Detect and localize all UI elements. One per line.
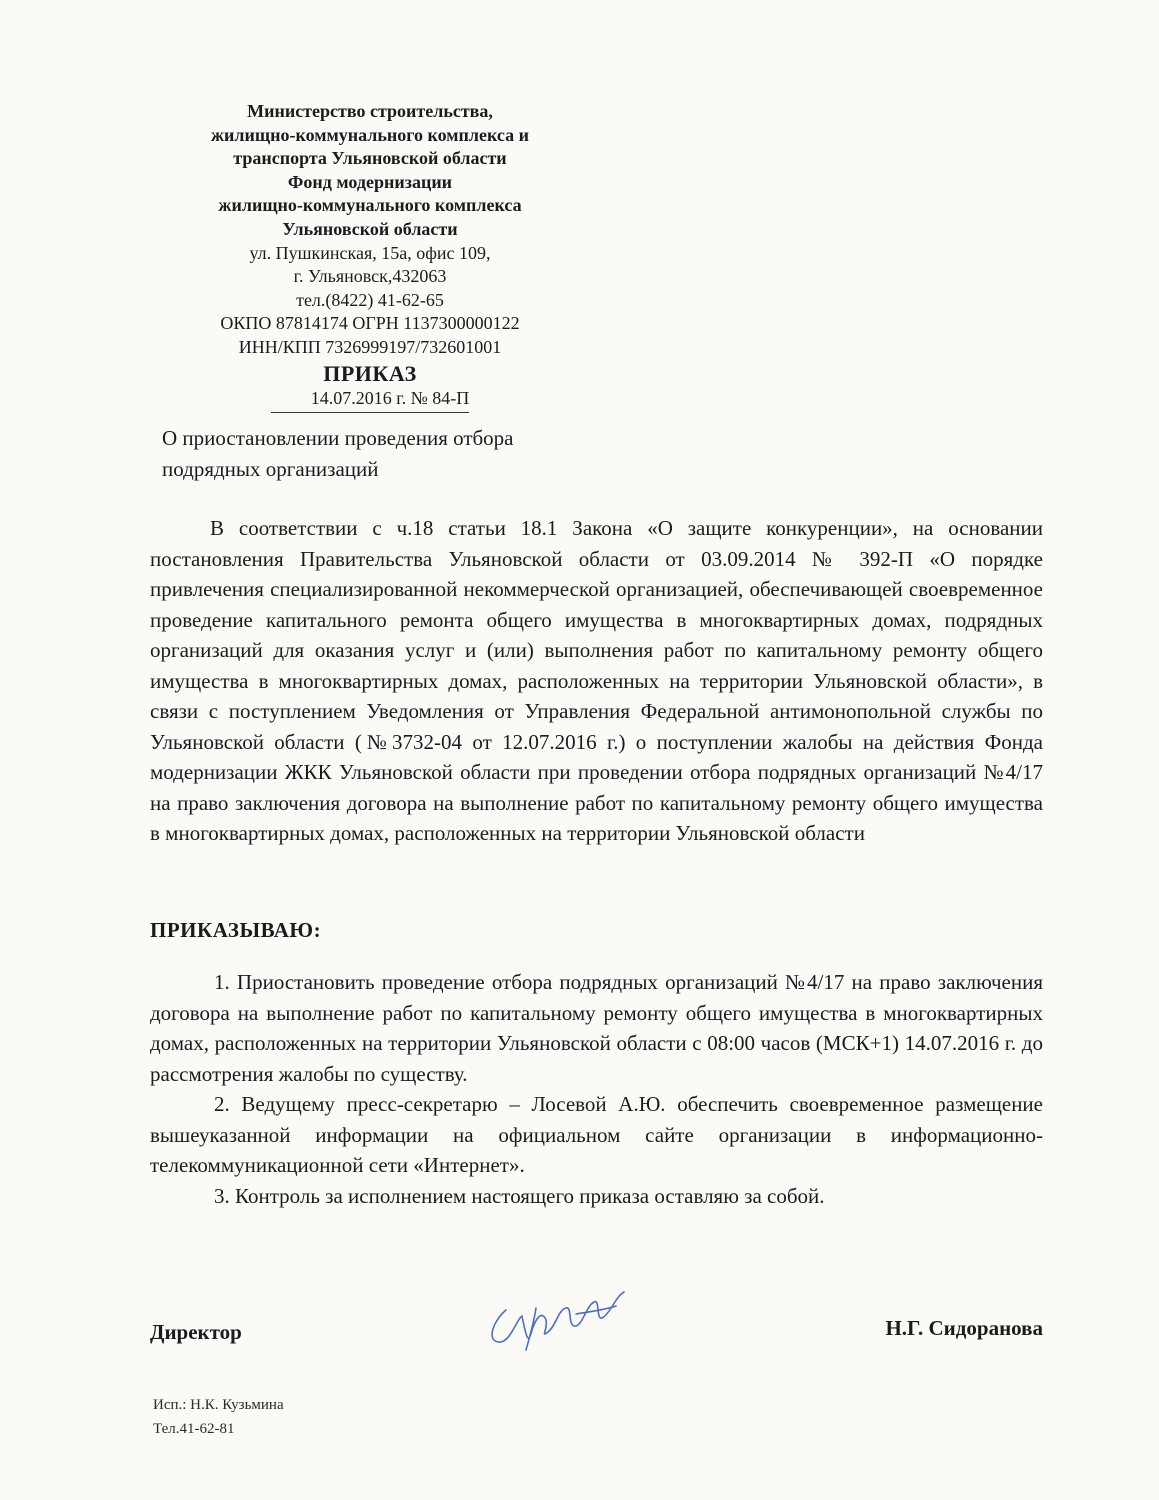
org-line: Фонд модернизации <box>287 171 453 192</box>
order-item: 1. Приостановить проведение отбора подрядных организаций №4/17 на право заключения договора на выполнение работ по капитальному ремонту общего имущества в многоквартирных домах, расположенных на территории Ульяновской области с 08:00 часов (МСК+1) 14.07.2016 г. до рассмотрения жалобы по существу. <box>150 970 1043 1086</box>
org-line: жилищно-коммунального комплекса и <box>210 124 530 145</box>
letterhead <box>150 100 590 413</box>
org-line: Ульяновской области <box>282 218 458 239</box>
subject-line: О приостановлении проведения отбора <box>162 426 514 450</box>
phone-line: тел.(8422) 41-62-65 <box>296 289 444 310</box>
executor-name: Исп.: Н.К. Кузьмина <box>153 1397 284 1413</box>
preamble-paragraph: В соответствии с ч.18 статьи 18.1 Закона «О защите конкуренции», на основании постановления Правительства Ульяновской области от 03.09.2014 № 392-П «О порядке привлечения специализированной некоммерческой организацией, обеспечивающей своевременное проведение капитального ремонта общего имущества в многоквартирных домах, подрядных организаций для оказания услуг и (или) выполнения работ по капитальному ремонту общего имущества в многоквартирных домах, расположенных на территории Ульяновской области», в связи с поступлением Уведомления от Управления Федеральной антимонопольной службы по Ульяновской области (№3732-04 от 12.07.2016 г.) о поступлении жалобы на действия Фонда модернизации ЖКК Ульяновской области при проведении отбора подрядных организаций №4/17 на право заключения договора на выполнение работ по капитальному ремонту общего имущества в многоквартирных домах, расположенных на территории Ульяновской области <box>150 516 1043 845</box>
order-items <box>150 967 1043 1211</box>
executor-info <box>153 1393 284 1441</box>
org-line: Министерство строительства, <box>247 101 493 121</box>
signature-block <box>150 1300 1043 1360</box>
inn-kpp-line: ИНН/КПП 7326999197/732601001 <box>238 336 502 357</box>
order-item: 3. Контроль за исполнением настоящего приказа оставляю за собой. <box>214 1183 825 1208</box>
org-line: жилищно-коммунального комплекса <box>218 195 522 216</box>
executor-phone: Тел.41-62-81 <box>153 1421 235 1437</box>
signatory-name: Н.Г. Сидоранова <box>885 1316 1043 1340</box>
order-item: 2. Ведущему пресс-секретарю – Лосевой А.Ю. обеспечить своевременное размещение вышеуказанной информации на официальном сайте организации в информационно-телекоммуникационной сети «Интернет». <box>150 1092 1043 1177</box>
org-line: транспорта Ульяновской области <box>233 148 507 169</box>
signatory-position: Директор <box>150 1320 242 1344</box>
address-line: г. Ульяновск,432063 <box>293 266 447 287</box>
okpo-ogrn-line: ОКПО 87814174 ОГРН 1137300000122 <box>220 313 520 334</box>
handwritten-signature <box>476 1280 646 1360</box>
document-date-number: 14.07.2016 г. № 84-П <box>271 387 470 413</box>
document-type: ПРИКАЗ <box>323 360 417 386</box>
document-subject <box>162 423 682 485</box>
order-heading: ПРИКАЗЫВАЮ: <box>150 918 322 942</box>
subject-line: подрядных организаций <box>162 457 379 481</box>
address-line: ул. Пушкинская, 15а, офис 109, <box>249 242 491 263</box>
